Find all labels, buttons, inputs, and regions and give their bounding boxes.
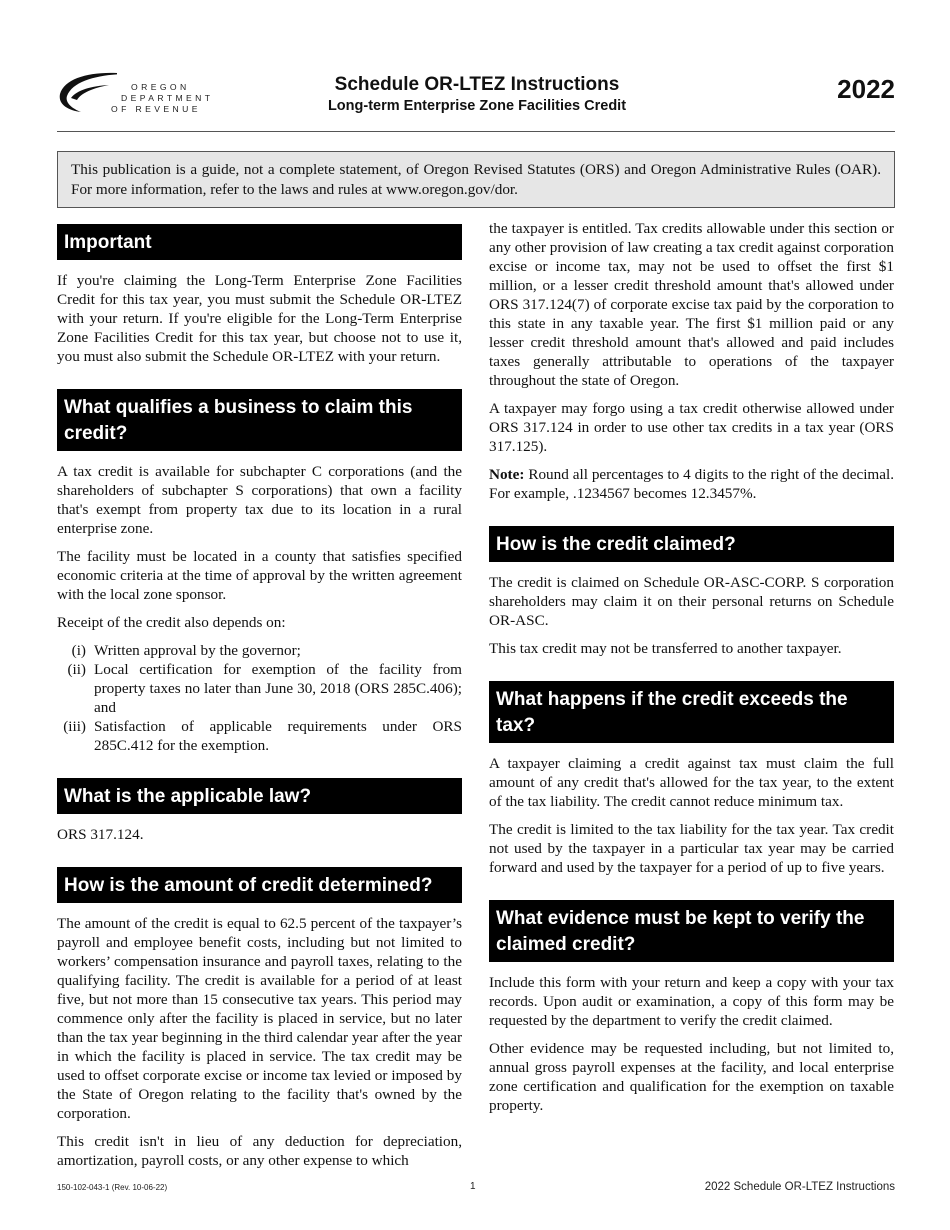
tax-year: 2022 — [837, 74, 895, 104]
logo-line-oregon: OREGON — [131, 82, 190, 92]
evidence-text-1: Include this form with your return and keep a copy with your tax records. Upon audit or examination, a copy of this form may be requested by the department to verify the credit claimed. — [489, 974, 894, 1029]
header-titles — [247, 74, 707, 116]
header-divider — [57, 131, 895, 132]
logo-line-revenue: OF REVENUE — [111, 104, 201, 114]
important-text: If you're claiming the Long-Term Enterprise Zone Facilities Credit for this tax year, you must submit the Schedule OR-LTEZ with your return. If you're eligible for the Long-Term Enterprise Zone Facilities Credit for this tax year, but choose not to use it, you must also submit the Schedule OR-LTEZ with your return. — [57, 272, 462, 365]
qualifies-text-2: The facility must be located in a county that satisfies specified economic criteria at the time of approval by the written agreement with the local zone sponsor. — [57, 548, 462, 603]
amount-text-1: The amount of the credit is equal to 62.5 percent of the taxpayer’s payroll and employee benefit costs, including but not limited to workers’ compensation insurance and payroll taxes, relating to the qualifying facility. The credit is available for a period of at least five, but not more than 15 consecutive tax years. This period may commence only after the facility is placed in service, but no later than the tax year beginning in the third calendar year after the year in which the facility is placed in service. The tax credit may be used to offset corporate excise or income tax levied or imposed by the State of Oregon relating to the facility that's owned by the corporation. — [57, 915, 462, 1122]
law-text: ORS 317.124. — [57, 826, 144, 843]
claimed-text-1: The credit is claimed on Schedule OR-ASC-CORP. S corporation shareholders may claim it on their personal returns on Schedule OR-ASC. — [489, 574, 894, 629]
exceeds-text-1: A taxpayer claiming a credit against tax must claim the full amount of any credit that's allowed for the tax year, to the extent of the tax liability. The credit cannot reduce minimum tax. — [489, 755, 894, 810]
form-number: 150-102-043-1 (Rev. 10-06-22) — [57, 1183, 168, 1192]
page-header — [57, 64, 895, 134]
disclaimer-box: This publication is a guide, not a complete statement, of Oregon Revised Statutes (ORS) and Oregon Administrative Rules (OAR). For more information, refer to the laws and rules at www.oregon.gov/dor. — [57, 151, 895, 208]
qualifies-text-1: A tax credit is available for subchapter C corporations (and the shareholders of subchapter S corporations) that own a facility that's exempt from property tax due to its location in a rural enterprise zone. — [57, 463, 462, 537]
page-subtitle: Long-term Enterprise Zone Facilities Credit — [327, 98, 627, 114]
requirements-list — [57, 641, 462, 755]
right-column — [489, 219, 894, 1124]
list-item: (ii) Local certification for exemption of the facility from property taxes no later than June 30, 2018 (ORS 285C.406); and — [67, 661, 462, 716]
left-column — [57, 224, 462, 1179]
section-heading-law: What is the applicable law? — [57, 778, 462, 814]
page-title: Schedule OR-LTEZ Instructions — [334, 74, 620, 95]
section-heading-evidence: What evidence must be kept to verify the claimed credit? — [489, 900, 894, 962]
evidence-text-2: Other evidence may be requested including, but not limited to, annual gross payroll expenses at the facility, and local enterprise zone certification and qualification for the exemption on taxable property. — [489, 1040, 894, 1114]
amount-note: Note: Round all percentages to 4 digits to the right of the decimal. For example, .1234567 becomes 12.3457%. — [489, 466, 894, 502]
amount-text-3: the taxpayer is entitled. Tax credits allowable under this section or any other provision of law creating a tax credit against corporation excise or income tax, may not be used to offset the first $1 million, or a lesser credit threshold amount that's allowed under ORS 317.124(7) of corporate excise tax paid by the corporation to this state in any taxable year. The first $1 million paid or any lesser credit threshold amount that's allowed and paid includes taxes generally attributable to operations of the taxpayer throughout the state of Oregon. — [489, 220, 894, 389]
section-heading-important: Important — [57, 224, 462, 260]
list-item: (iii) Satisfaction of applicable requirements under ORS 285C.412 for the exemption. — [63, 718, 462, 754]
logo-swoosh-icon — [57, 68, 117, 118]
claimed-text-2: This tax credit may not be transferred to another taxpayer. — [489, 640, 842, 657]
amount-text-2: This credit isn't in lieu of any deduction for depreciation, amortization, payroll costs, or any other expense to which — [57, 1133, 462, 1169]
amount-text-4: A taxpayer may forgo using a tax credit otherwise allowed under ORS 317.124 in order to use other tax credits in a tax year (ORS 317.125). — [489, 400, 894, 455]
section-heading-claimed: How is the credit claimed? — [489, 526, 894, 562]
qualifies-text-3: Receipt of the credit also depends on: — [57, 614, 286, 631]
page-number: 1 — [470, 1181, 476, 1192]
exceeds-text-2: The credit is limited to the tax liability for the tax year. Tax credit not used by the taxpayer in a particular tax year may be carried forward and used by the taxpayer for a period of up to five years. — [489, 821, 894, 876]
logo-line-department: DEPARTMENT — [121, 93, 214, 103]
oregon-dor-logo — [57, 68, 214, 120]
section-heading-qualifies: What qualifies a business to claim this credit? — [57, 389, 462, 451]
section-heading-amount: How is the amount of credit determined? — [57, 867, 462, 903]
section-heading-exceeds: What happens if the credit exceeds the tax? — [489, 681, 894, 743]
list-item: (i) Written approval by the governor; — [71, 642, 301, 659]
logo-wordmark — [111, 82, 213, 115]
footer-title: 2022 Schedule OR-LTEZ Instructions — [704, 1181, 895, 1193]
